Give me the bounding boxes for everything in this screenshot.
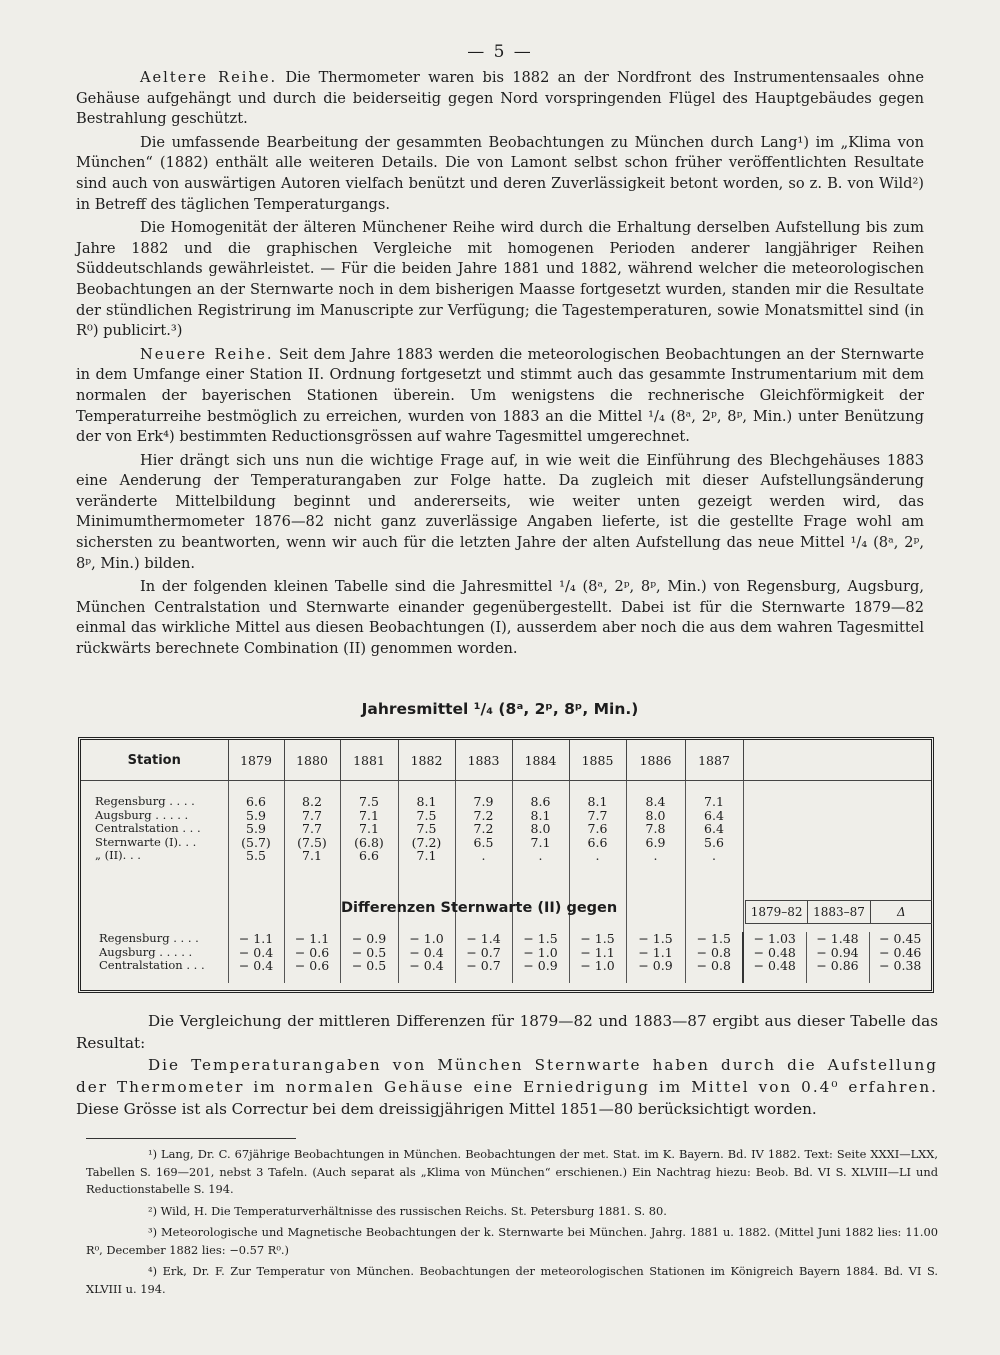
spacer-cell [569,781,626,796]
table-cell: 5.9 [228,822,284,836]
station-label: Regensburg . . . . [81,795,228,809]
diff-summary-cell: − 0.94 [806,946,869,960]
diff-cell: − 1.1 [284,932,340,946]
paragraph-frage [76,451,924,575]
diff-summary-cell: − 1.03 [743,932,806,946]
table-cell: 6.6 [340,849,398,863]
table-cell: 7.5 [340,795,398,809]
table-cell: 6.5 [455,836,512,850]
diff-summary-cell: − 0.48 [743,959,806,973]
table-cell: 7.7 [569,809,626,823]
spacer-cell [284,781,340,796]
empty-cell [743,795,931,809]
station-label: Sternwarte (I). . . [81,836,228,850]
footnote-3: ³) Meteorologische und Magnetische Beobachtungen der k. Sternwarte bei München. Jahrg. 1881 u. 1882. (Mittel Juni 1882 lies: 11.00 R⁰, December 1882 lies: −0.57 R⁰.) [86,1225,938,1257]
spacer-cell [626,973,685,983]
spacer-cell [743,781,931,796]
year-header: 1886 [626,740,685,781]
table-row [81,822,931,836]
year-header: 1883 [455,740,512,781]
diff-cell: − 0.8 [685,946,743,960]
table-cell: 7.9 [455,795,512,809]
station-header: Station [81,740,228,781]
spacer-cell [685,863,743,933]
diff-cell: − 0.6 [284,959,340,973]
diff-summary-cell: − 0.38 [879,958,922,973]
table-cell: . [569,849,626,863]
diff-cell: − 0.6 [284,946,340,960]
diff-cell: − 0.9 [626,959,685,973]
diff-cell: − 0.9 [340,932,398,946]
paragraph-tabelle-intro [76,577,924,659]
spacer-cell [806,973,869,983]
footnote-divider [86,1138,296,1139]
spacer-row [81,781,931,796]
diff-summary-cell: − 0.46 [879,944,922,960]
diff-cell: − 1.1 [228,932,284,946]
spacer-cell [284,863,340,933]
empty-cell [743,822,931,836]
table-cell: 7.1 [340,822,398,836]
spacer-cell [340,973,398,983]
station-label: Augsburg . . . . . [81,809,228,823]
table-cell: 7.2 [455,822,512,836]
paragraph-neuere-reihe [76,345,924,448]
year-header: 1879 [228,740,284,781]
conclusion-rest: Diese Grösse ist als Correctur bei dem dreissigjährigen Mittel 1851—80 berücksichtigt worden. [76,1100,817,1118]
table-cell: 7.1 [512,836,569,850]
station-label: Centralstation . . . [81,822,228,836]
table-cell: 5.9 [228,809,284,823]
paragraph-text: Die Thermometer waren bis 1882 an der Nordfront des Instrumentensaales ohne Gehäuse aufgehängt und durch die beiderseitig gegen Nord vorspringenden Flügel des Hauptgebäudes gegen Bestrahlung geschützt. [76,69,925,128]
diff-summary-cell: − 0.48 [743,946,806,960]
table-cell: 7.1 [398,849,455,863]
table-cell: . [626,849,685,863]
spacer-cell [569,863,626,933]
table-cell: . [685,849,743,863]
diff-cell: − 1.5 [512,932,569,946]
year-header: 1882 [398,740,455,781]
table-cell: 7.6 [569,822,626,836]
empty-cell [743,849,931,863]
footnote-2: ²) Wild, H. Die Temperaturverhältnisse des russischen Reichs. St. Petersburg 1881. S. 80. [148,1203,667,1218]
spacer-cell [228,973,284,983]
table-cell: 8.1 [569,795,626,809]
spacer-cell [81,863,228,933]
diff-summary-cell: − 0.86 [806,959,869,973]
table-cell: 7.8 [626,822,685,836]
diff-cell: − 1.5 [626,932,685,946]
result-conclusion [76,1054,938,1120]
diff-cell: − 1.5 [685,932,743,946]
year-header: 1880 [284,740,340,781]
page-number: — 5 — [467,42,533,62]
diff-cell: − 1.1 [569,946,626,960]
spacer-cell [455,973,512,983]
table-row [81,795,931,809]
table-cell: . [455,849,512,863]
diff-cell: − 1.5 [569,932,626,946]
diff-header-period-1: 1879–82 [746,901,808,923]
year-header-row [81,740,931,781]
spacer-cell [626,863,685,933]
table-cell: 8.2 [284,795,340,809]
table-cell: 8.0 [626,809,685,823]
table-cell: 8.6 [512,795,569,809]
diff-cell: − 0.5 [340,946,398,960]
blank-header [743,740,931,781]
diff-summary-cell: − 0.45 [879,931,922,946]
table-cell: (5.7) [228,836,284,850]
empty-cell [743,809,931,823]
station-label: „ (II). . . [81,849,228,863]
diff-cell: − 0.4 [228,946,284,960]
diff-cell: − 1.4 [455,932,512,946]
table-cell: 8.1 [512,809,569,823]
table-cell: 6.4 [685,822,743,836]
diff-cell: − 0.7 [455,959,512,973]
spacer-cell [81,781,228,796]
table-cell: 6.9 [626,836,685,850]
table-cell: 8.4 [626,795,685,809]
table-cell: 8.1 [398,795,455,809]
spacer-cell [512,781,569,796]
diff-row [81,932,931,946]
year-header: 1881 [340,740,398,781]
footnote-4: ⁴) Erk, Dr. F. Zur Temperatur von München. Beobachtungen der meteorologischen Stationen im Königreich Bayern 1884. Bd. VI S. XLVIII u. 194. [86,1264,938,1296]
table-cell: 7.1 [284,849,340,863]
station-label: Augsburg . . . . . [81,946,228,960]
spacer-cell [685,973,743,983]
spacer-cell [512,973,569,983]
table-cell: (7.5) [284,836,340,850]
diff-cell: − 0.9 [512,959,569,973]
paragraph-text: Seit dem Jahre 1883 werden die meteorologischen Beobachtungen an der Sternwarte in dem Umfange einer Station II. Ordnung fortgesetzt und stimmt auch das gesammte Instrumentarium mit dem normalen der bayerischen Stationen überein. Um wenigstens die rechnerische Gleichförmigkeit der Temperaturreihe bestmöglich zu erreichen, wurden von 1883 an die Mittel ¹/₄ (8ᵃ, 2ᵖ, 8ᵖ, Min.) unter Benützung der von Erk⁴) bestimmten Reductionsgrössen auf wahre Tagesmittel umgerechnet. [76,345,924,446]
spacer-cell [685,781,743,796]
table-cell: 7.7 [284,822,340,836]
paragraph-aeltere-reihe [76,68,924,130]
table-cell: 5.5 [228,849,284,863]
spacer-cell [743,973,806,983]
table-row [81,809,931,823]
paragraph-lead: Aeltere Reihe. [140,69,278,86]
result-intro: Die Vergleichung der mittleren Differenzen für 1879—82 und 1883—87 ergibt aus dieser Tabelle das Resultat: [76,1012,938,1052]
diff-cell: − 1.1 [626,946,685,960]
spacer-row [81,973,931,983]
paragraph-homogenitaet [76,218,924,342]
diff-cell: − 1.0 [512,946,569,960]
spacer-cell [869,973,931,983]
diff-title: Differenzen Sternwarte (II) gegen [341,900,618,916]
table-row [81,849,931,863]
diff-summary-cell: − 1.48 [806,932,869,946]
spacer-cell [569,973,626,983]
spacer-cell [398,781,455,796]
year-header: 1885 [569,740,626,781]
conclusion-spaced: Die Temperaturangaben von München Sternwarte haben durch die Aufstellung der Thermometer im normalen Gehäuse eine Erniedrigung im Mittel von 0.4⁰ erfahren. [76,1056,938,1096]
table-cell: 8.0 [512,822,569,836]
table-cell: 5.6 [685,836,743,850]
table-cell: 7.5 [398,809,455,823]
diff-cell: − 1.0 [569,959,626,973]
diff-cell: − 1.0 [398,932,455,946]
spacer-cell [228,781,284,796]
paragraph-text: In der folgenden kleinen Tabelle sind die Jahresmittel ¹/₄ (8ᵃ, 2ᵖ, 8ᵖ, Min.) von Regensburg, Augsburg, München Centralstation und Sternwarte einander gegenübergestellt. Dabei ist für die Sternwarte 1879—82 einmal das wirkliche Mittel aus diesen Beobachtungen (I), ausserdem aber noch die aus dem wahren Tagesmittel rückwärts berechnete Combination (II) genommen worden. [76,578,924,658]
table-cell: 7.1 [340,809,398,823]
spacer-cell [455,781,512,796]
spacer-cell [626,781,685,796]
spacer-cell [340,781,398,796]
spacer-cell [228,863,284,933]
differences-table [81,932,931,983]
paragraph-lead: Neuere Reihe. [140,345,274,363]
table-title: Jahresmittel ¹/₄ (8ᵃ, 2ᵖ, 8ᵖ, Min.) [361,700,639,718]
diff-summary-header [745,900,932,924]
paragraph-text: Hier drängt sich uns nun die wichtige Frage auf, in wie weit die Einführung des Blechgehäuses 1883 eine Aenderung der Temperaturangaben zur Folge hatte. Da zugleich mit dieser Aufstellungsänderung veränderte Mittelbildung beginnt und andererseits, wie weiter unten gezeigt werden wird, das Minimumthermometer 1876—82 nicht ganz zuverlässige Angaben lieferte, ist die gestellte Frage wohl am sichersten zu beantworten, wenn wir auch für die letzten Jahre der alten Aufstellung das neue Mittel ¹/₄ (8ᵃ, 2ᵖ, 8ᵖ, Min.) bilden. [76,451,924,572]
table-cell: 7.7 [284,809,340,823]
footnotes [86,1146,938,1302]
diff-cell: − 0.4 [398,959,455,973]
table-cell: . [512,849,569,863]
station-label: Centralstation . . . [81,959,228,973]
footnote-1: ¹) Lang, Dr. C. 67jährige Beobachtungen in München. Beobachtungen der met. Stat. im K. Bayern. Bd. IV 1882. Text: Seite XXXI—LXX, Tabellen S. 169—201, nebst 3 Tafeln. (Auch separat als „Klima von München“ erschienen.) Ein Nachtrag hiezu: Beob. Bd. VI S. XLVIII—LI und Reductionstabelle S. 194. [86,1147,938,1196]
diff-row [81,946,931,960]
paragraph-text: Die Homogenität der älteren Münchener Reihe wird durch die Erhaltung derselben Aufstellung bis zum Jahre 1882 und die graphischen Vergleiche mit homogenen Perioden anderer langjähriger Reihen Süddeutschlands gewährleistet. — Für die beiden Jahre 1881 und 1882, während welcher die meteorologischen Beobachtungen an der Sternwarte noch in dem bisherigen Maasse fortgesetzt wurden, standen mir die Resultate der stündlichen Registrirung im Manuscripte zur Verfügung; die Tagestemperaturen, sowie Monatsmittel sind (in R⁰) publicirt.³) [76,219,924,340]
spacer-cell [455,863,512,933]
year-header: 1887 [685,740,743,781]
paragraph-text: Die umfassende Bearbeitung der gesammten Beobachtungen zu München durch Lang¹) im „Klima von München“ (1882) enthält alle weiteren Details. Die von Lamont selbst schon früher veröffentlichten Resultate sind auch von auswärtigen Autoren vielfach benützt und deren Zuverlässigkeit betont worden, so z. B. von Wild²) in Betreff des täglichen Temperaturgangs. [76,133,924,213]
year-header: 1884 [512,740,569,781]
diff-header-period-2: 1883–87 [808,901,870,923]
diff-cell: − 0.4 [228,959,284,973]
table-cell: (7.2) [398,836,455,850]
temperature-table [78,737,934,993]
diff-cell: − 0.7 [455,946,512,960]
diff-cell: − 0.8 [685,959,743,973]
table-row [81,836,931,850]
paragraph-bearbeitung [76,133,924,215]
body-text [76,68,924,663]
empty-cell [743,836,931,850]
table-cell: 7.5 [398,822,455,836]
diff-body [81,932,931,983]
result-section [76,1010,938,1120]
table-cell: 7.2 [455,809,512,823]
spacer-cell [398,973,455,983]
diff-cell: − 0.4 [398,946,455,960]
spacer-cell [398,863,455,933]
station-label: Regensburg . . . . [81,932,228,946]
table-cell: (6.8) [340,836,398,850]
diff-row [81,959,931,973]
spacer-cell [284,973,340,983]
spacer-cell [81,973,228,983]
diff-cell: − 0.5 [340,959,398,973]
table-cell: 7.1 [685,795,743,809]
spacer-cell [512,863,569,933]
diff-header-delta: Δ [896,905,906,919]
table-cell: 6.6 [569,836,626,850]
table-cell: 6.4 [685,809,743,823]
table-cell: 6.6 [228,795,284,809]
spacer-cell [340,863,398,933]
